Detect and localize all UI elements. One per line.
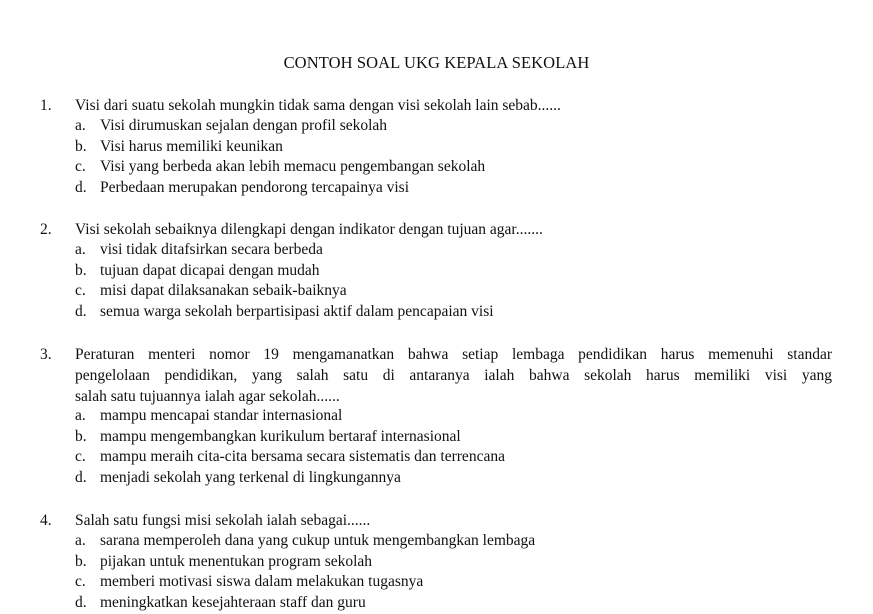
option-letter: b. xyxy=(75,261,87,279)
option-text: menjadi sekolah yang terkenal di lingkungannya xyxy=(100,469,401,487)
option-letter: a. xyxy=(75,241,86,258)
option-text: meningkatkan kesejahteraan staff dan guru xyxy=(100,594,366,612)
option-letter: c. xyxy=(75,282,86,300)
question-number: 4. xyxy=(40,512,52,529)
question-number: 3. xyxy=(40,346,52,363)
question-text xyxy=(75,344,832,407)
option-text: mampu mengembangkan kurikulum bertaraf internasional xyxy=(100,427,461,445)
option-text: visi tidak ditafsirkan secara berbeda xyxy=(100,241,323,258)
question-text xyxy=(75,219,832,240)
option-letter: d. xyxy=(75,469,87,487)
option-letter: b. xyxy=(75,137,87,155)
option-letter: c. xyxy=(75,158,86,176)
question-number: 2. xyxy=(40,221,52,238)
question-text-line: salah satu tujuannya ialah agar sekolah...... xyxy=(75,388,340,405)
question-text-line: Visi dari suatu sekolah mungkin tidak sama dengan visi sekolah lain sebab...... xyxy=(75,97,561,114)
option-text: pijakan untuk menentukan program sekolah xyxy=(100,552,373,570)
option-letter: a. xyxy=(75,117,86,134)
option-text: misi dapat dilaksanakan sebaik-baiknya xyxy=(100,282,347,300)
option-letter: d. xyxy=(75,303,87,321)
option-text: semua warga sekolah berpartisipasi aktif dalam pencapaian visi xyxy=(100,303,494,321)
option-b xyxy=(75,427,832,448)
option-b xyxy=(75,261,832,282)
option-text: Visi harus memiliki keunikan xyxy=(100,137,283,155)
question-text-line: Peraturan menteri nomor 19 mengamanatkan bahwa setiap lembaga pendidikan harus memenuhi standar xyxy=(75,346,832,363)
option-a xyxy=(75,531,832,552)
option-text: Perbedaan merupakan pendorong tercapainya visi xyxy=(100,179,410,197)
option-b xyxy=(75,552,832,573)
option-letter: b. xyxy=(75,552,87,570)
option-a xyxy=(75,406,832,427)
option-letter: c. xyxy=(75,448,86,466)
option-letter: c. xyxy=(75,573,86,591)
document-title: CONTOH SOAL UKG KEPALA SEKOLAH xyxy=(283,53,590,72)
question-text xyxy=(75,510,832,531)
question-text-line: Salah satu fungsi misi sekolah ialah sebagai...... xyxy=(75,512,371,529)
option-text: mampu meraih cita-cita bersama secara sistematis dan terrencana xyxy=(100,448,505,466)
option-letter: a. xyxy=(75,407,86,424)
option-letter: d. xyxy=(75,594,87,612)
option-list xyxy=(75,531,832,614)
option-b xyxy=(75,137,832,158)
option-a xyxy=(75,240,832,261)
option-c xyxy=(75,572,832,593)
option-d xyxy=(75,593,832,614)
option-letter: b. xyxy=(75,427,87,445)
option-d xyxy=(75,178,832,199)
option-list xyxy=(75,406,832,489)
option-text: Visi dirumuskan sejalan dengan profil sekolah xyxy=(100,117,388,134)
question-text-line: pengelolaan pendidikan, yang salah satu di antaranya ialah bahwa sekolah harus memiliki visi yang xyxy=(75,367,832,384)
option-c xyxy=(75,157,832,178)
question-number: 1. xyxy=(40,97,52,114)
option-text: sarana memperoleh dana yang cukup untuk mengembangkan lembaga xyxy=(100,532,536,549)
option-letter: a. xyxy=(75,532,86,549)
option-d xyxy=(75,302,832,323)
option-c xyxy=(75,281,832,302)
option-letter: d. xyxy=(75,179,87,197)
option-text: mampu mencapai standar internasional xyxy=(100,407,343,424)
option-a xyxy=(75,116,832,137)
option-text: tujuan dapat dicapai dengan mudah xyxy=(100,261,320,279)
option-c xyxy=(75,447,832,468)
option-list xyxy=(75,240,832,323)
option-text: Visi yang berbeda akan lebih memacu pengembangan sekolah xyxy=(100,158,486,176)
option-d xyxy=(75,468,832,489)
option-text: memberi motivasi siswa dalam melakukan tugasnya xyxy=(100,573,424,591)
question-text-line: Visi sekolah sebaiknya dilengkapi dengan indikator dengan tujuan agar....... xyxy=(75,221,543,238)
question-text xyxy=(75,95,832,116)
option-list xyxy=(75,116,832,199)
